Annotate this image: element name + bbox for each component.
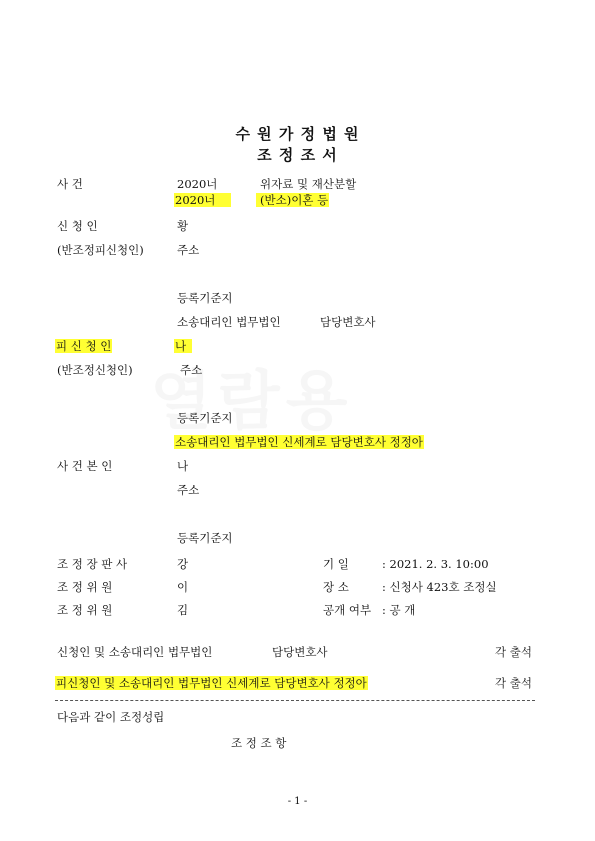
applicant-address: 주소 <box>177 243 200 257</box>
respondent-label-row <box>55 339 112 354</box>
attendance-respondent-row <box>55 676 368 691</box>
attendance-status: 각 출석 <box>495 645 532 659</box>
official-name: 이 <box>177 580 189 594</box>
attendance-status: 각 출석 <box>495 676 532 690</box>
case-label: 사 건 <box>57 177 83 191</box>
case-row-2-name <box>256 193 329 208</box>
section-title: 조 정 조 항 <box>231 736 287 750</box>
applicant-registration: 등록기준지 <box>177 291 233 305</box>
public-label: 공개 여부 <box>323 603 372 617</box>
respondent-name-row <box>174 339 192 354</box>
respondent-rep-row <box>174 435 424 450</box>
settlement-result: 다음과 같이 조정성립 <box>57 710 165 724</box>
case-name-2: (반소)이혼 등 <box>256 193 329 207</box>
respondent-registration: 등록기준지 <box>177 411 233 425</box>
page-number: - 1 - <box>287 796 308 807</box>
applicant-attorney: 담당변호사 <box>320 315 376 329</box>
case-row-2 <box>174 193 231 208</box>
principal-name: 나 <box>177 459 189 473</box>
respondent-label: 피 신 청 인 <box>56 339 112 353</box>
attendance-respondent: 피신청인 및 소송대리인 법무법인 신세계로 담당변호사 정정아 <box>56 676 367 690</box>
official-label: 조 정 위 원 <box>57 603 113 617</box>
applicant-sub-label: (반조정피신청인) <box>57 243 144 257</box>
attendance-applicant: 신청인 및 소송대리인 법무법인 <box>57 645 213 659</box>
respondent-representative: 소송대리인 법무법인 신세계로 담당변호사 정정아 <box>175 435 423 449</box>
date-value: : 2021. 2. 3. 10:00 <box>382 557 489 571</box>
case-number-1: 2020너 <box>177 177 218 191</box>
public-value: : 공 개 <box>382 603 416 617</box>
case-number-2: 2020너 <box>174 193 231 207</box>
official-label: 조 정 장 판 사 <box>57 557 128 571</box>
date-label: 기 일 <box>323 557 349 571</box>
attendance-applicant-attorney: 담당변호사 <box>272 645 328 659</box>
case-name-1: 위자료 및 재산분할 <box>260 177 357 191</box>
respondent-name: 나 <box>174 339 192 353</box>
divider <box>55 700 535 701</box>
official-name: 강 <box>177 557 189 571</box>
applicant-representative: 소송대리인 법무법인 <box>177 315 281 329</box>
court-name: 수 원 가 정 법 원 <box>235 125 360 143</box>
document-title: 조 정 조 서 <box>257 146 338 164</box>
official-label: 조 정 위 원 <box>57 580 113 594</box>
applicant-label: 신 청 인 <box>57 219 98 233</box>
official-name: 김 <box>177 603 189 617</box>
place-value: : 신청사 423호 조정실 <box>382 580 497 594</box>
respondent-sub-label: (반조정신청인) <box>57 363 133 377</box>
applicant-name: 황 <box>177 219 189 233</box>
respondent-address: 주소 <box>180 363 203 377</box>
principal-address: 주소 <box>177 483 200 497</box>
place-label: 장 소 <box>323 580 349 594</box>
principal-registration: 등록기준지 <box>177 531 233 545</box>
principal-label: 사 건 본 인 <box>57 459 113 473</box>
